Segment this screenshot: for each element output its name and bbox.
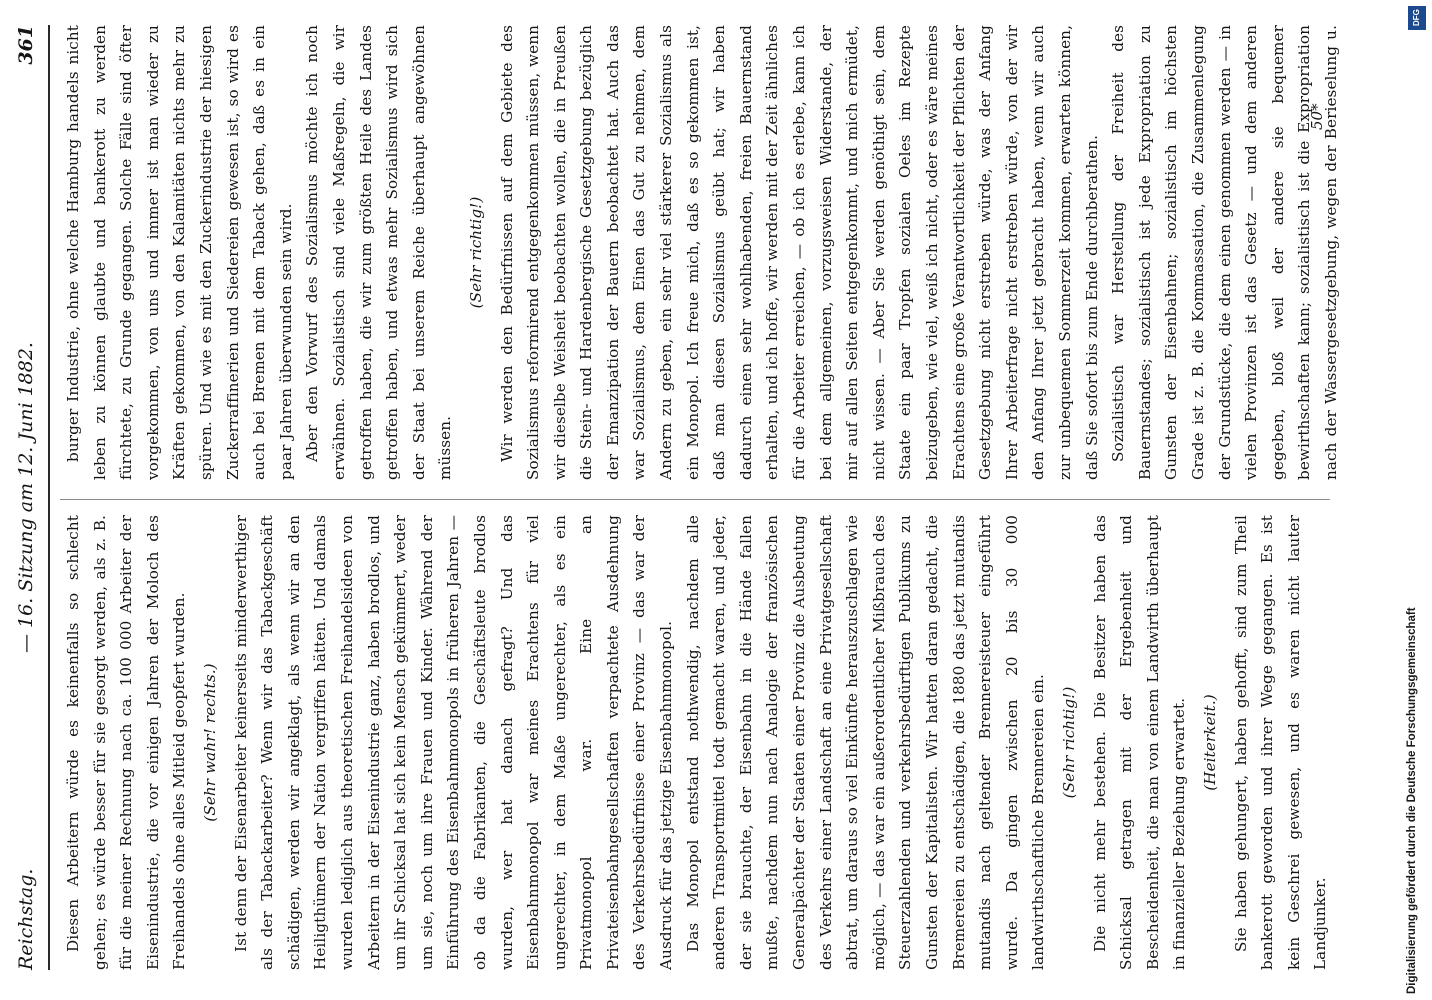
remark: (Heiterkeit.) (1200, 694, 1219, 791)
paragraph: Die nicht mehr bestehen. Die Besitzer haben das Schicksal getragen mit der Ergebenheit und Bescheidenheit, die man von einem Landwirth überhaupt in finanzieller Beziehung erwartet. (1090, 515, 1189, 970)
dfg-logo: DFG (1408, 6, 1426, 30)
dfg-sidebar (1406, 6, 1428, 994)
paragraph: burger Industrie, ohne welche Hamburg handels nicht leben zu können glaubte und bankerott zu werden fürchtete, zu Grunde gegangen. Solche Fälle sind öfter vorgekommen, von uns und immer ist man wieder zu Kräften gekommen, von den Kalamitäten nichts mehr zu spüren. Und wie es mit den Zuckerindustrie der hiesigen Zuckerraffinerien und Siedereien gewesen ist, so wird es auch bei Bremen mit dem Taback gehen, daß es in ein paar Jahren überwunden sein wird. (64, 25, 295, 480)
paragraph: Wir werden den Bedürfnissen auf dem Gebiete des Sozialismus reformirend entgegenkommen müssen, wenn wir dieselbe Weisheit beobachten wollen, die in Preußen die Stein- und Hardenbergische Gesetzgebung bezüglich der Emanzipation der Bauern beobachtet hat. Auch das war Sozialismus, dem Einen das Gut zu nehmen, dem Andern zu geben, ein sehr viel stärkerer Sozialismus als ein Monopol. Ich freue mich, daß es so gekommen ist, daß man diesen Sozialismus geübt hat; wir haben dadurch einen sehr wohlhabenden, freien Bauernstand erhalten, und ich hoffe, wir werden mit der Zeit ähnliches für die Arbeiter erreichen, — ob ich es erlebe, kann ich bei dem allgemeinen, vorzugsweisen Widerstande, der mir auf allen Seiten entgegenkommt, und mich ermüdet, nicht wissen. — Aber Sie werden genöthigt sein, dem Staate ein paar Tropfen sozialen Oeles im Rezepte beizugeben, wie viel, weiß ich nicht, oder es wäre meines Erachtens eine große Verantwortlichkeit der Pflichten der Gesetzgebung nicht erstreben würde, was der Anfang Ihrer Arbeiterfrage nicht erstreben würde, von der wir den Anfang Ihrer jetzt gebracht haben, wenn wir auch zur unbequemen Sommerzeit kommen, erwarten können, daß Sie sofort bis zum Ende durchberathen. (497, 25, 1101, 480)
header-title: — 16. Sitzung am 12. Juni 1882. (15, 342, 37, 653)
remark: (Sehr wahr! rechts.) (200, 663, 219, 822)
paragraph: Sie haben gehungert, haben gehofft, sind zum Theil bankerott geworden und ihrer Wege gegangen. Es ist kein Geschrei gewesen, und es waren nicht lauter Landjunker. (1231, 515, 1330, 970)
paragraph: Das Monopol entstand nothwendig, nachdem alle anderen Transportmittel todt gemacht waren, und jeder, der sie brauchte, der Eisenbahn in die Hände fallen mußte, nachdem nun nach Analogie der französischen Generalpächter der Staaten einer Provinz die Ausbeutung des Verkehrs einer Landschaft an eine Privatgesellschaft abtrat, um daraus so viel Einkünfte herauszuschlagen wie möglich, — das war ein außerordentlicher Mißbrauch des Steuerzahlenden und verkehrsbedürftigen Publikums zu Gunsten der Kapitalisten. Wir hatten daran gedacht, die Bremereien zu entschädigen, die 1880 das jetzt mutandis mutandis nach geltender Brennereisteuer eingeführt wurde. Da gingen zwischen 20 bis 30 000 landwirthschaftliche Brennereien ein. (683, 515, 1048, 970)
header-left: Reichstag. (15, 868, 37, 970)
paragraph: Diesen Arbeitern würde es keinenfalls so schlecht gehen; es würde besser für sie gesorgt werden, als z. B. für die meiner Rechnung nach ca. 100 000 Arbeiter der Eisenindustrie, die vor einigen Jahren der Moloch des Freihandels ohne alles Mitleid geopfert wurden. (64, 515, 189, 970)
remark (1338, 515, 1340, 970)
left-column (60, 515, 1340, 970)
paragraph: Aber den Vorwurf des Sozialismus möchte ich noch erwähnen. Sozialistisch sind viele Maßregeln, die wir getroffen haben, die wir zum größten Heile des Landes getroffen haben, und etwas mehr Sozialismus wird sich der Staat bei unserem Reiche überhaupt angewöhnen müssen. (303, 25, 455, 480)
page-header (8, 25, 44, 970)
header-rule (48, 25, 50, 970)
signature-mark: 50* (1308, 103, 1326, 130)
column-divider (60, 499, 1330, 500)
right-column (60, 25, 1340, 480)
dfg-credit: Digitalisierung gefördert durch die Deutsche Forschungsgemeinschaft (1406, 607, 1418, 994)
page-number: 361 (15, 25, 37, 65)
paragraph: Ist denn der Eisenarbeiter keinerseits minderwerthiger als der Tabackarbeiter? Wenn wir das Tabackgeschäft schädigen, werden wir angeklagt, als wenn wir an den Heiligthümern der Nation vergriffen hätten. Und damals wurden lediglich aus theoretischen Freihandelsideen von Arbeitern in der Eisenindustrie ganz, haben brodlos, und um ihr Schicksal hat sich kein Mensch gekümmert, weder um sie, noch um ihre Frauen und Kinder. Während der Einführung des Eisenbahnmonopols in früheren Jahren — ob da die Fabrikanten, die Geschäftsleute brodlos wurden, wer hat danach gefragt? Und das Eisenbahnmonopol war meines Erachtens für viel ungerechter, in dem Maße ungerechter, als es ein Privatmonopol war. Eine an Privateisenbahngesellschaften verpachtete Ausdehnung des Verkehrsbedürfnisse einer Provinz — das war der Ausdruck für das jetzige Eisenbahnmonopol. (231, 515, 676, 970)
paragraph: Sozialistisch war Herstellung der Freiheit des Bauernstandes; sozialistisch ist jede Expropriation zu Gunsten der Eisenbahnen; sozialistisch im höchsten Grade ist z. B. die Kommassation, die Zusammenlegung der Grundstücke, die dem einen genommen werden — in vielen Provinzen ist das Gesetz — und dem anderen gegeben, bloß weil der andere sie bequemer bewirthschaften kann; sozialistisch ist die Expropriation nach der Wassergesetzgebung, wegen der Berieselung u. (1109, 25, 1340, 480)
remark: (Sehr richtig!) (1059, 686, 1078, 799)
remark: (Sehr richtig!) (466, 196, 485, 309)
